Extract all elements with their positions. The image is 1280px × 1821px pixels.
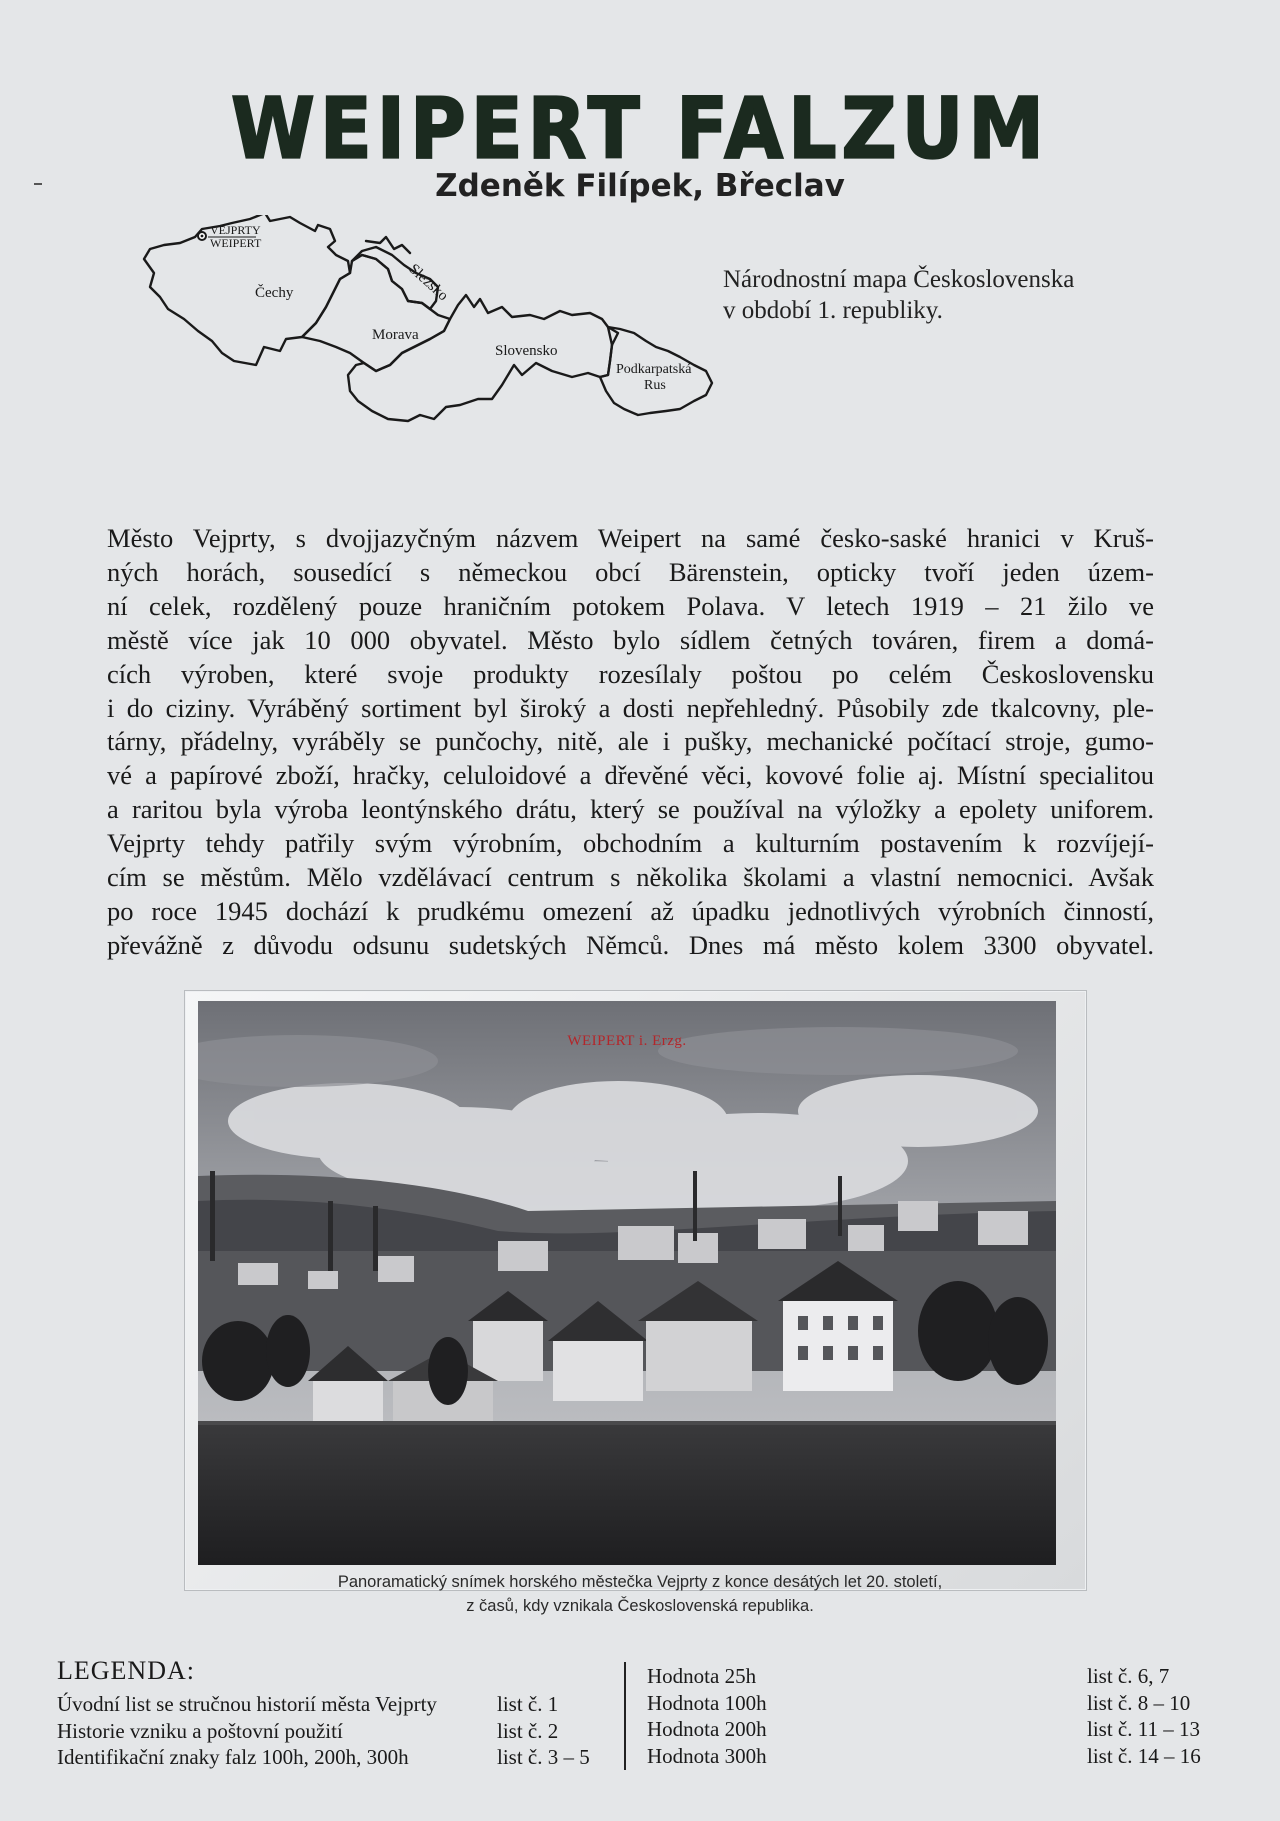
legend bbox=[57, 1656, 1237, 1776]
legend-item-ref: list č. 1 bbox=[497, 1692, 559, 1716]
map-label-cechy: Čechy bbox=[255, 285, 294, 301]
history-paragraph bbox=[107, 522, 1154, 963]
legend-item bbox=[647, 1664, 1237, 1691]
legend-item bbox=[647, 1691, 1237, 1718]
map-label-slovensko: Slovensko bbox=[495, 343, 558, 359]
legend-item-label: Hodnota 100h bbox=[647, 1690, 767, 1715]
author-line: Zdeněk Filípek, Břeclav bbox=[435, 168, 845, 204]
paragraph-line: ných horách, sousedící s německou obcí Bärenstein, opticky tvoří jeden územ- bbox=[107, 556, 1154, 587]
legend-item-label: Identifikační znaky falz 100h, 200h, 300h bbox=[57, 1745, 409, 1769]
map-caption-line: Národnostní mapa Československa bbox=[723, 266, 1075, 293]
paragraph-line: i do ciziny. Vyráběný sortiment byl široký a dosti nepřehledný. Působily zde tkalcovny, ple- bbox=[107, 692, 1154, 723]
legend-heading: LEGENDA: bbox=[57, 1656, 195, 1685]
czechoslovakia-map bbox=[140, 215, 840, 505]
legend-item-ref: list č. 6, 7 bbox=[1087, 1664, 1170, 1688]
paragraph-line: a raritou byla výroba leontýnského drátu, který se používal na výložky a epolety uniforem. bbox=[107, 794, 1154, 825]
legend-item-label: Hodnota 25h bbox=[647, 1664, 757, 1688]
legend-item-ref: list č. 3 – 5 bbox=[497, 1745, 590, 1769]
paragraph-line: vé a papírové zboží, hračky, celuloidové a dřevěné věci, kovové folie aj. Místní specialitou bbox=[107, 760, 1154, 791]
paragraph-line: ní celek, rozdělený pouze hraničním potokem Polava. V letech 1919 – 21 žilo ve bbox=[107, 590, 1154, 621]
legend-right-column bbox=[647, 1664, 1237, 1770]
map-caption-line: v období 1. republiky. bbox=[723, 297, 943, 324]
map-label-morava: Morava bbox=[372, 327, 419, 343]
legend-item-ref: list č. 11 – 13 bbox=[1087, 1717, 1200, 1741]
map-label-rus: Rus bbox=[644, 378, 666, 393]
paragraph-line: městě více jak 10 000 obyvatel. Město bylo sídlem četných továren, firem a domá- bbox=[107, 624, 1154, 655]
paragraph-line: po roce 1945 dochází k prudkému omezení až úpadku jednotlivých výrobních činností, bbox=[107, 895, 1154, 926]
legend-item-label: Historie vzniku a poštovní použití bbox=[57, 1718, 343, 1743]
map-label-vejprty: VEJPRTY bbox=[210, 223, 261, 237]
legend-item bbox=[647, 1717, 1237, 1744]
paragraph-line: cích výroben, které svoje produkty rozesílaly poštou po celém Československu bbox=[107, 658, 1154, 689]
map-label-weipert: WEIPERT bbox=[210, 236, 262, 250]
map-caption bbox=[723, 264, 1143, 326]
legend-item-ref: list č. 2 bbox=[497, 1718, 559, 1743]
legend-item-label: Úvodní list se stručnou historií města Vejprty bbox=[57, 1692, 437, 1716]
paragraph-line: převážně z důvodu odsunu sudetských Němců. Dnes má město kolem 3300 obyvatel. bbox=[107, 929, 1154, 960]
map-label-podkarpatska: Podkarpatská bbox=[616, 362, 692, 377]
legend-item-ref: list č. 8 – 10 bbox=[1087, 1690, 1191, 1715]
postcard-title: WEIPERT i. Erzg. bbox=[567, 1033, 687, 1049]
map-label-slezsko: Slezsko bbox=[405, 261, 451, 305]
postcard-photo bbox=[198, 1001, 1056, 1565]
paragraph-line: Město Vejprty, s dvojjazyčným názvem Weipert na samé česko-saské hranici v Kruš- bbox=[107, 523, 1154, 553]
legend-item-label: Hodnota 200h bbox=[647, 1717, 767, 1741]
photo-caption bbox=[0, 1570, 1280, 1618]
region-slovensko-border bbox=[348, 295, 618, 421]
photo-caption-line: Panoramatický snímek horského městečka Vejprty z konce desátých let 20. století, bbox=[337, 1573, 943, 1591]
paragraph-line: Vejprty tehdy patřily svým výrobním, obchodním a kulturním postavením k rozvíjejí- bbox=[107, 828, 1154, 859]
paragraph-line: tárny, přádelny, vyráběly se punčochy, nitě, ale i pušky, mechanické počítací stroje, gumo- bbox=[107, 726, 1154, 757]
legend-item bbox=[647, 1744, 1237, 1771]
paragraph-line: cím se městům. Mělo vzdělávací centrum s několika školami a vlastní nemocnici. Avšak bbox=[107, 862, 1154, 893]
photo-caption-line: z časů, kdy vznikala Československá republika. bbox=[466, 1597, 814, 1615]
legend-item-label: Hodnota 300h bbox=[647, 1743, 767, 1768]
legend-item-ref: list č. 14 – 16 bbox=[1087, 1743, 1201, 1768]
legend-divider bbox=[624, 1662, 626, 1770]
page-title: WEIPERT FALZUM bbox=[231, 79, 1049, 178]
